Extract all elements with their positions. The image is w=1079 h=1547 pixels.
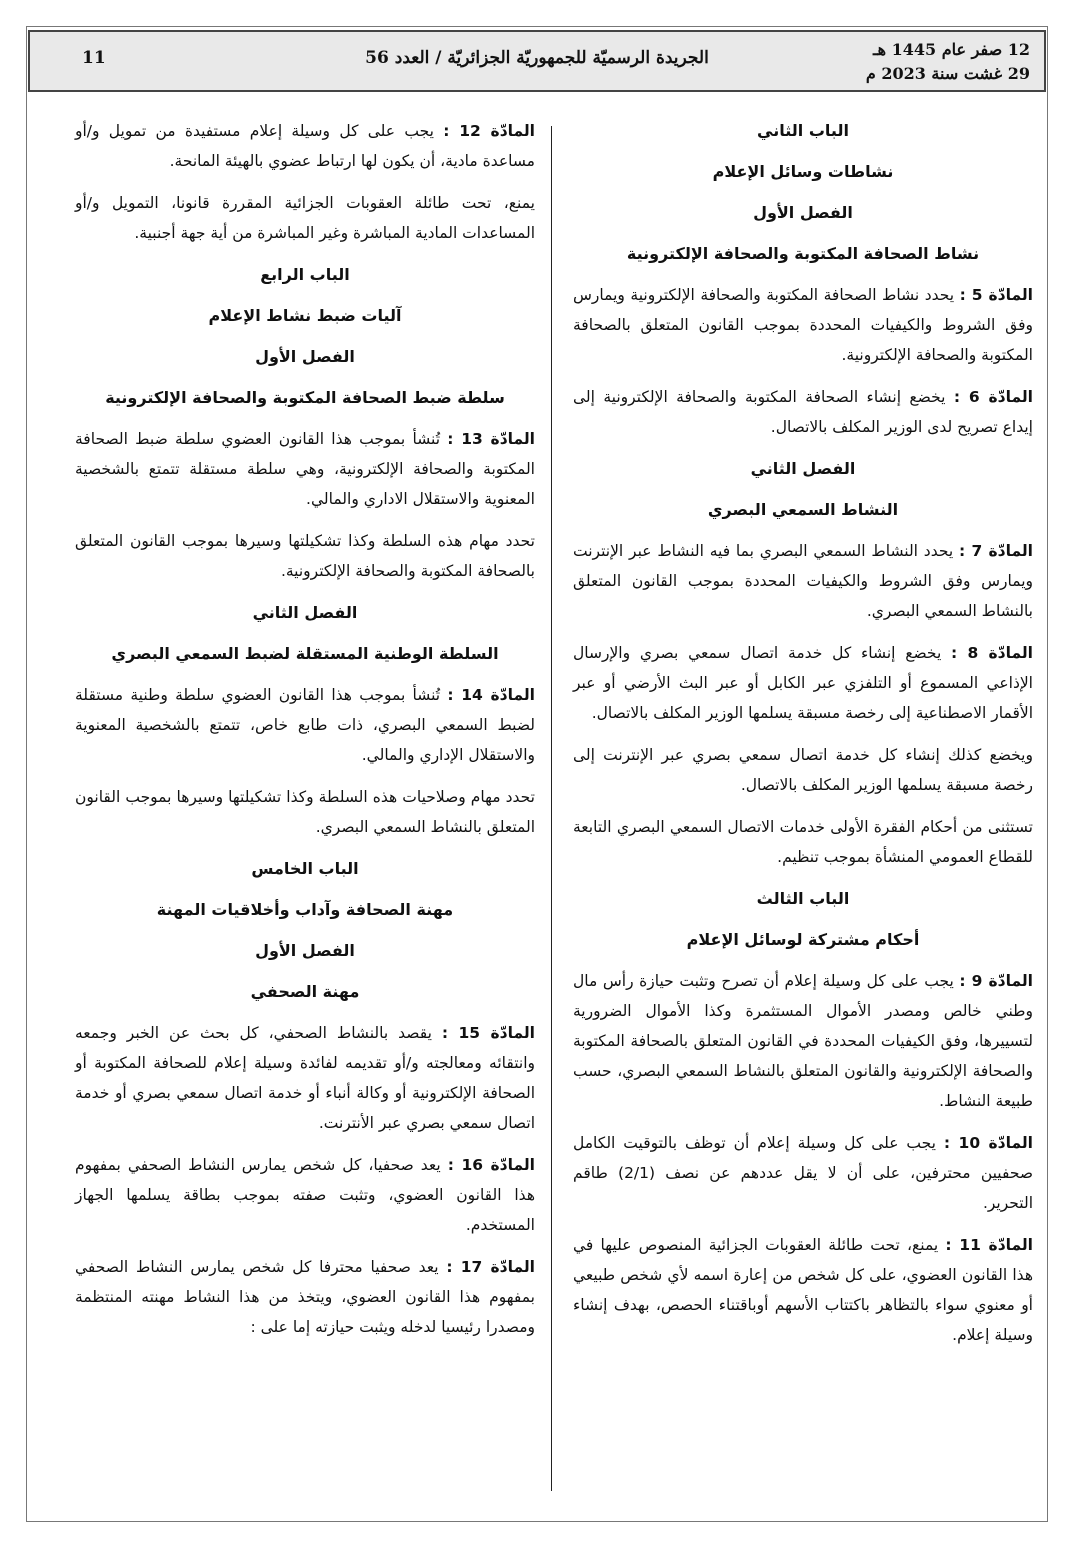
section-heading: مهنة الصحفي xyxy=(250,982,360,1001)
left-column xyxy=(75,116,535,1354)
article-paragraph xyxy=(573,812,1033,872)
section-heading: النشاط السمعي البصري xyxy=(707,500,899,519)
article-text: يجب على كل وسيلة إعلام مستفيدة من تمويل و/أو مساعدة مادية، أن يكون لها ارتباط عضوي بالهيئة المانحة. xyxy=(75,122,535,170)
article-number: المادّة 16 : xyxy=(447,1156,535,1174)
article-number: المادّة 8 : xyxy=(951,644,1033,662)
article-text: تستثنى من أحكام الفقرة الأولى خدمات الاتصال السمعي البصري التابعة للقطاع العمومي المنشأة بموجب تنظيم. xyxy=(573,818,1033,866)
article-paragraph xyxy=(75,1150,535,1240)
article-text: تحدد مهام هذه السلطة وكذا تشكيلتها وسيرها بموجب القانون المتعلق بالصحافة المكتوبة والصحافة الإلكترونية. xyxy=(75,532,535,580)
article-paragraph xyxy=(75,1252,535,1342)
right-column xyxy=(573,116,1033,1362)
article-text: يخضع إنشاء الصحافة المكتوبة والصحافة الإلكترونية إلى إيداع تصريح لدى الوزير المكلف بالاتصال. xyxy=(573,388,1033,436)
article-text: يعد صحفيا، كل شخص يمارس النشاط الصحفي بمفهوم هذا القانون العضوي، وتثبت صفته بموجب بطاقة يسلمها الجهاز المستخدم. xyxy=(75,1156,535,1234)
article-paragraph xyxy=(75,526,535,586)
section-heading: نشاطات وسائل الإعلام xyxy=(712,162,894,181)
article-paragraph xyxy=(75,424,535,514)
article-paragraph xyxy=(75,1018,535,1138)
article-text: يعد صحفيا محترفا كل شخص يمارس النشاط الصحفي بمفهوم هذا القانون العضوي، ويتخذ من هذا النشاط مهنته المنتظمة ومصدرا رئيسيا لدخله ويثبت حيازته إما على : xyxy=(75,1258,535,1336)
section-heading: الباب الخامس xyxy=(251,859,359,878)
page-number: 11 xyxy=(82,48,106,68)
article-text: يجب على كل وسيلة إعلام أن تصرح وتثبت حيازة رأس مال وطني خالص ومصدر الأموال المستثمرة وكذا الأموال الضرورية لتسييرها، وفق الكيفيات المحددة في القانون المتعلق بالصحافة المكتوبة والصحافة الإلكترونية والقانون المتعلق بالنشاط السمعي البصري، حسب طبيعة النشاط. xyxy=(573,972,1033,1110)
page-header xyxy=(28,30,1046,92)
column-divider xyxy=(551,126,552,1491)
article-text: يحدد النشاط السمعي البصري بما فيه النشاط عبر الإنترنت ويمارس وفق الشروط والكيفيات المحددة بموجب القانون المتعلق بالنشاط السمعي البصري. xyxy=(573,542,1033,620)
article-paragraph xyxy=(573,966,1033,1116)
article-number: المادّة 12 : xyxy=(443,122,535,140)
gazette-title: الجريدة الرسميّة للجمهوريّة الجزائريّة / العدد 56 xyxy=(365,48,709,68)
section-heading: الفصل الأول xyxy=(255,941,355,960)
article-paragraph xyxy=(573,1128,1033,1218)
article-paragraph xyxy=(75,782,535,842)
section-heading: الفصل الأول xyxy=(753,203,853,222)
section-heading: نشاط الصحافة المكتوبة والصحافة الإلكترونية xyxy=(626,244,980,263)
section-heading: الفصل الثاني xyxy=(750,459,856,478)
article-paragraph xyxy=(573,280,1033,370)
article-number: المادّة 13 : xyxy=(447,430,535,448)
article-text: يقصد بالنشاط الصحفي، كل بحث عن الخبر وجمعه وانتقائه ومعالجته و/أو تقديمه لفائدة وسيلة إعلام للصحافة المكتوبة أو الصحافة الإلكترونية أو وكالة أنباء أو خدمة اتصال سمعي بصري أو خدمة اتصال سمعي بصري عبر الأنترنت. xyxy=(75,1024,535,1132)
section-heading: السلطة الوطنية المستقلة لضبط السمعي البصري xyxy=(111,644,499,663)
article-text: يحدد نشاط الصحافة المكتوبة والصحافة الإلكترونية ويمارس وفق الشروط والكيفيات المحددة بموجب القانون المتعلق بالصحافة المكتوبة والصحافة الإلكترونية. xyxy=(573,286,1033,364)
date-gregorian: 29 غشت سنة 2023 م xyxy=(865,64,1030,83)
section-heading: مهنة الصحافة وآداب وأخلاقيات المهنة xyxy=(156,900,454,919)
article-paragraph xyxy=(75,680,535,770)
article-paragraph xyxy=(573,382,1033,442)
article-number: المادّة 11 : xyxy=(945,1236,1033,1254)
article-number: المادّة 6 : xyxy=(953,388,1033,406)
article-number: المادّة 7 : xyxy=(958,542,1033,560)
article-number: المادّة 10 : xyxy=(943,1134,1033,1152)
article-text: تحدد مهام وصلاحيات هذه السلطة وكذا تشكيلتها وسيرها بموجب القانون المتعلق بالنشاط السمعي البصري. xyxy=(75,788,535,836)
article-number: المادّة 15 : xyxy=(441,1024,535,1042)
article-paragraph xyxy=(573,1230,1033,1350)
article-paragraph xyxy=(573,638,1033,728)
article-text: يمنع، تحت طائلة العقوبات الجزائية المقررة قانونا، التمويل و/أو المساعدات المادية المباشرة وغير المباشرة من أية جهة أجنبية. xyxy=(75,194,535,242)
article-number: المادّة 14 : xyxy=(447,686,535,704)
article-paragraph xyxy=(75,116,535,176)
article-paragraph xyxy=(573,536,1033,626)
article-text: تُنشأ بموجب هذا القانون العضوي سلطة ضبط الصحافة المكتوبة والصحافة الإلكترونية، وهي سلطة مستقلة تتمتع بالشخصية المعنوية والاستقلال الاداري والمالي. xyxy=(75,430,535,508)
article-number: المادّة 17 : xyxy=(446,1258,535,1276)
section-heading: الفصل الأول xyxy=(255,347,355,366)
section-heading: سلطة ضبط الصحافة المكتوبة والصحافة الإلكترونية xyxy=(105,388,505,407)
section-heading: الباب الثالث xyxy=(756,889,850,908)
article-number: المادّة 5 : xyxy=(959,286,1033,304)
article-text: يمنع، تحت طائلة العقوبات الجزائية المنصوص عليها في هذا القانون العضوي، على كل شخص من إعارة اسمه لأي شخص طبيعي أو معنوي سواء بالتظاهر باكتتاب الأسهم أوباقتناء الحصص، بهدف إنشاء وسيلة إعلام. xyxy=(573,1236,1033,1344)
article-paragraph xyxy=(75,188,535,248)
section-heading: أحكام مشتركة لوسائل الإعلام xyxy=(686,930,920,949)
article-text: تُنشأ بموجب هذا القانون العضوي سلطة وطنية مستقلة لضبط السمعي البصري، ذات طابع خاص، تتمتع بالشخصية المعنوية والاستقلال الإداري والمالي. xyxy=(75,686,535,764)
section-heading: الباب الرابع xyxy=(260,265,350,284)
section-heading: الباب الثاني xyxy=(757,121,849,140)
article-paragraph xyxy=(573,740,1033,800)
article-text: يجب على كل وسيلة إعلام أن توظف بالتوقيت الكامل صحفيين محترفين، على أن لا يقل عددهم عن نصف (2/1) طاقم التحرير. xyxy=(573,1134,1033,1212)
article-number: المادّة 9 : xyxy=(959,972,1033,990)
section-heading: الفصل الثاني xyxy=(252,603,358,622)
article-text: ويخضع كذلك إنشاء كل خدمة اتصال سمعي بصري عبر الإنترنت إلى رخصة مسبقة يسلمها الوزير المكلف بالاتصال. xyxy=(573,746,1033,794)
date-hijri: 12 صفر عام 1445 هـ xyxy=(872,40,1030,59)
article-text: يخضع إنشاء كل خدمة اتصال سمعي بصري والإرسال الإذاعي المسموع أو التلفزي عبر الكابل أو عبر البث الأرضي أو عبر الأقمار الاصطناعية إلى رخصة مسبقة يسلمها الوزير المكلف بالاتصال. xyxy=(573,644,1033,722)
section-heading: آليات ضبط نشاط الإعلام xyxy=(208,306,402,325)
